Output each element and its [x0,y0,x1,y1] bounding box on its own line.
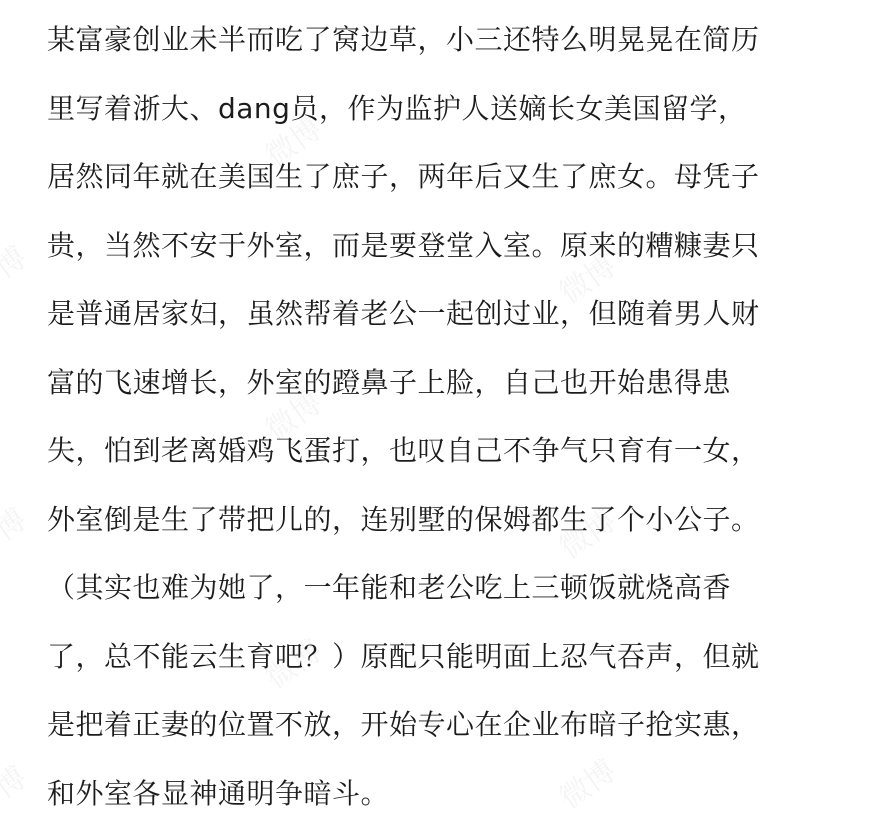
article-line: 外室倒是生了带把儿的，连别墅的保姆都生了个小公子。 [47,486,879,555]
watermark-text [0,753,34,806]
article-line: 是把着正妻的位置不放，开始专心在企业布暗子抢实惠， [47,691,879,760]
article-body [47,6,879,828]
article-line: 某富豪创业未半而吃了窝边草，小三还特么明晃晃在简历 [47,6,879,75]
article-line: 居然同年就在美国生了庶子，两年后又生了庶女。母凭子 [47,143,879,212]
article-line: （其实也难为她了，一年能和老公吃上三顿饭就烧高香 [47,554,879,623]
article-line: 和外室各显神通明争暗斗。 [47,760,879,828]
article-line: 失，怕到老离婚鸡飞蛋打，也叹自己不争气只育有一女， [47,417,879,486]
article-line: 富的飞速增长，外室的蹬鼻子上脸，自己也开始患得患 [47,349,879,418]
article-line: 里写着浙大、dang员，作为监护人送嫡长女美国留学， [47,75,879,144]
watermark-text [0,495,34,548]
article-line: 贵，当然不安于外室，而是要登堂入室。原来的糟糠妻只 [47,212,879,281]
article-line: 了，总不能云生育吧？）原配只能明面上忍气吞声，但就 [47,623,879,692]
article-line: 是普通居家妇，虽然帮着老公一起创过业，但随着男人财 [47,280,879,349]
watermark-text [0,233,34,286]
